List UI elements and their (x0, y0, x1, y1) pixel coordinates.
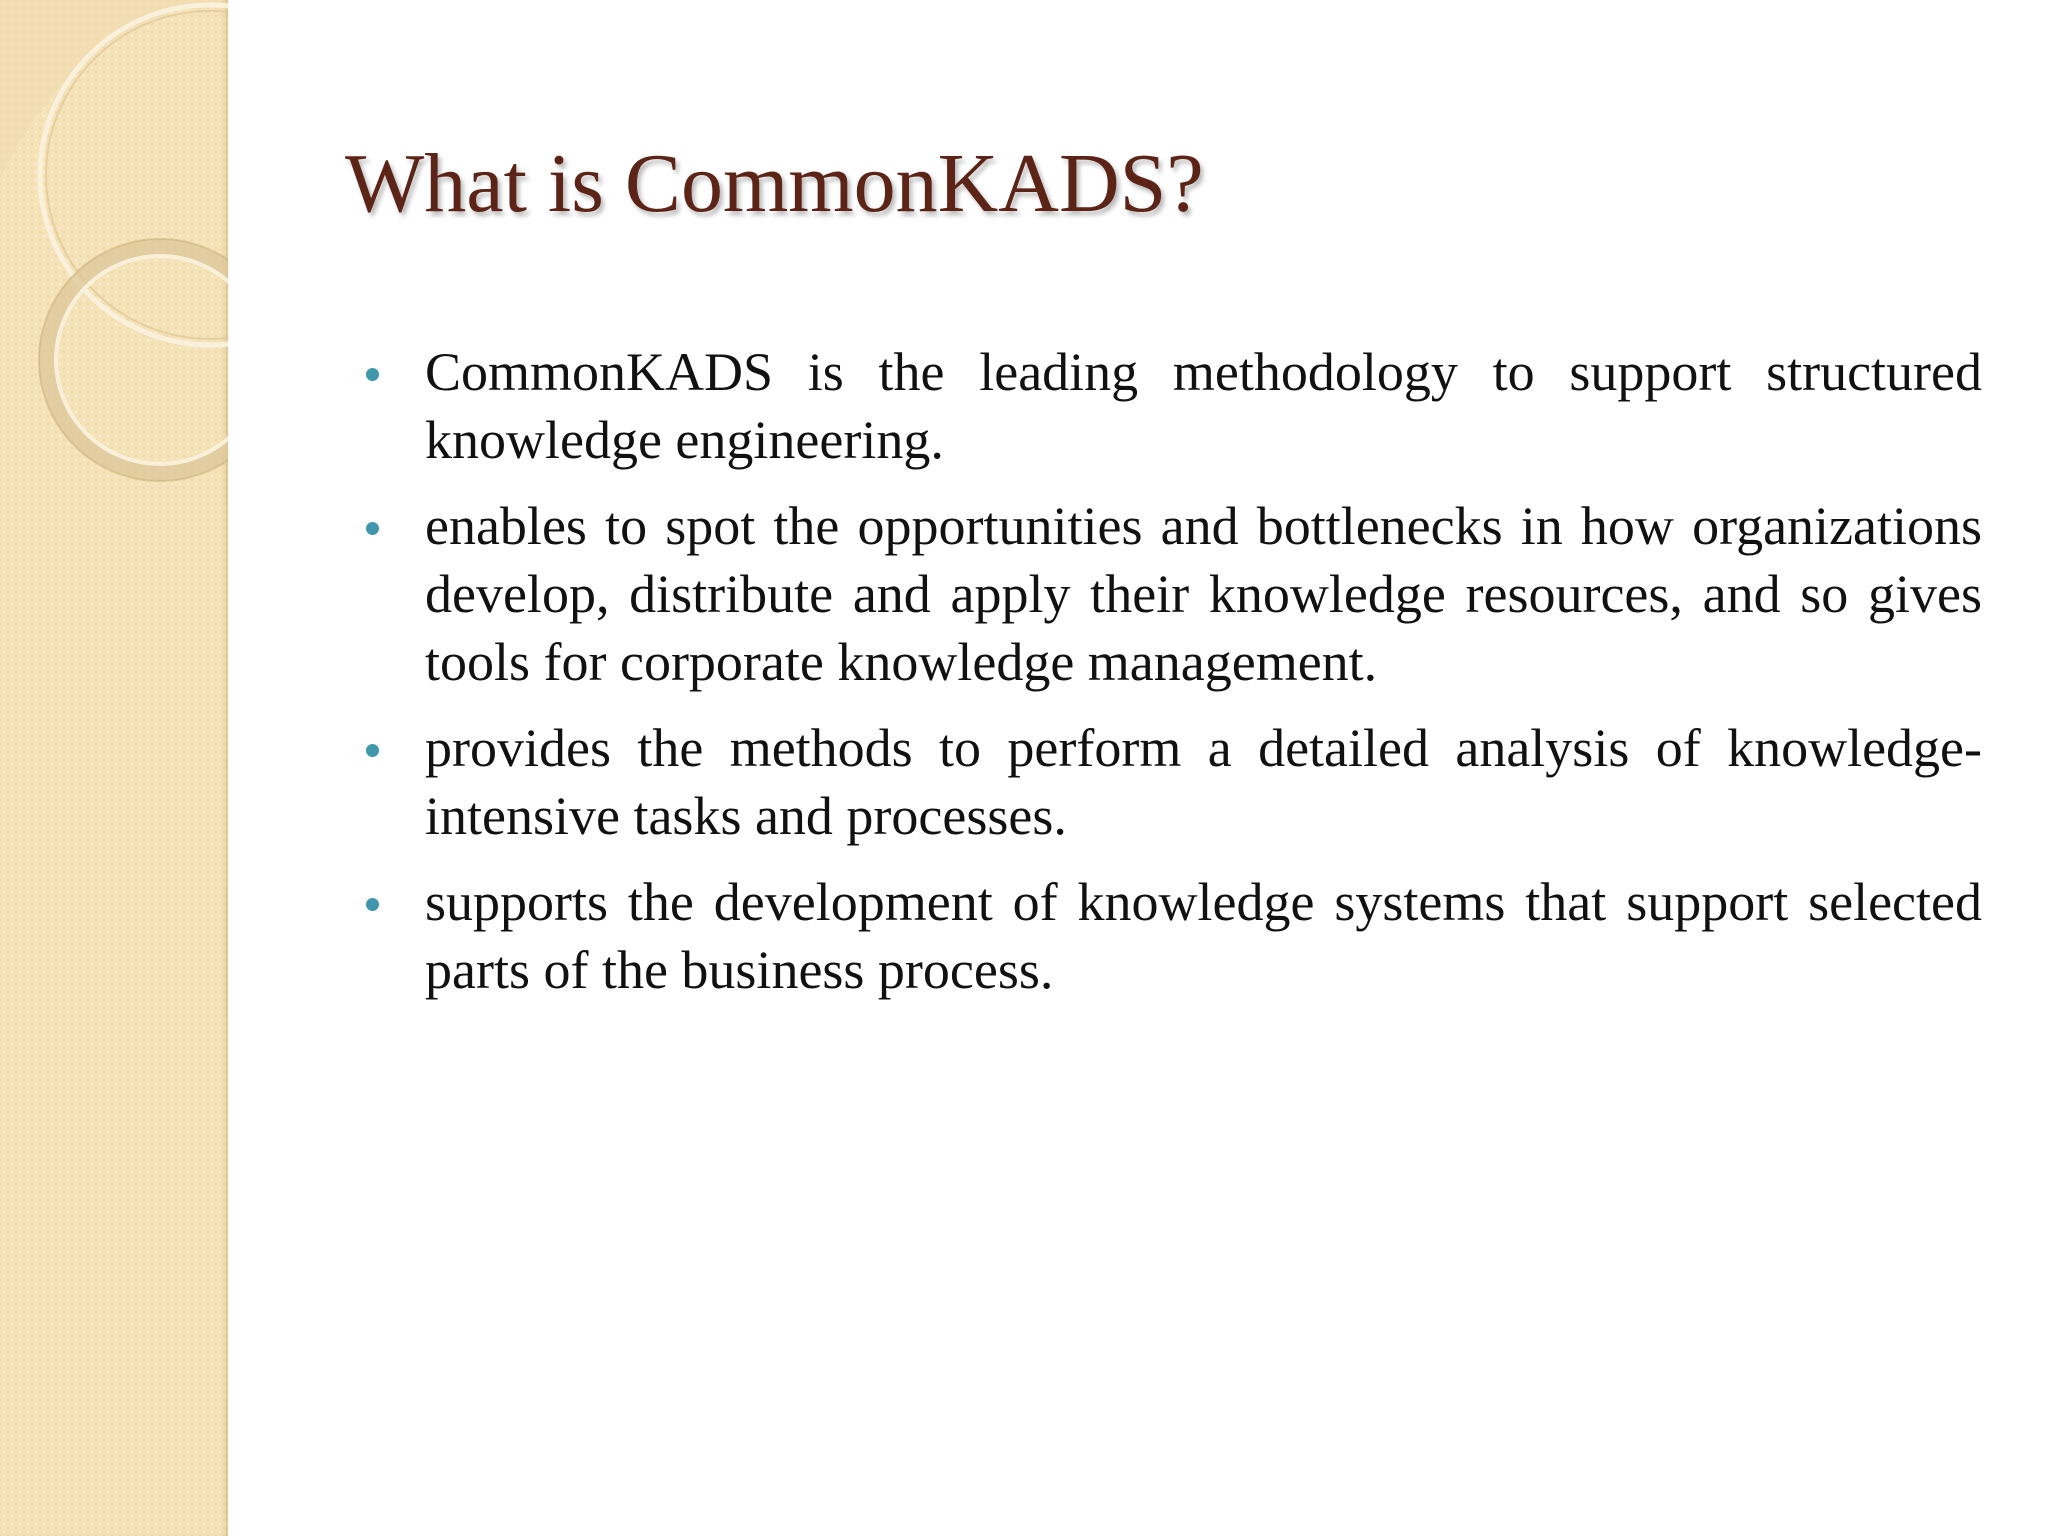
round-bullet-icon (366, 898, 379, 911)
list-item (360, 868, 1982, 1004)
round-bullet-icon (366, 368, 379, 381)
bullet-text: CommonKADS is the leading methodology to support structured knowledge engineering. (425, 342, 1982, 470)
round-bullet-icon (366, 522, 379, 535)
swirl-rings-decoration (0, 0, 228, 500)
bullet-text: enables to spot the opportunities and bottlenecks in how organizations develop, distribute and apply their knowledge resources, and so gives tools for corporate knowledge management. (425, 496, 1982, 692)
bullet-text: provides the methods to perform a detailed analysis of knowledge-intensive tasks and processes. (425, 718, 1982, 846)
list-item (360, 338, 1982, 474)
list-item (360, 492, 1982, 696)
list-item (360, 714, 1982, 850)
slide-title: What is CommonKADS? (345, 137, 1204, 230)
bullet-list (360, 338, 1982, 1022)
round-bullet-icon (366, 744, 379, 757)
bullet-text: supports the development of knowledge systems that support selected parts of the business process. (425, 872, 1982, 1000)
